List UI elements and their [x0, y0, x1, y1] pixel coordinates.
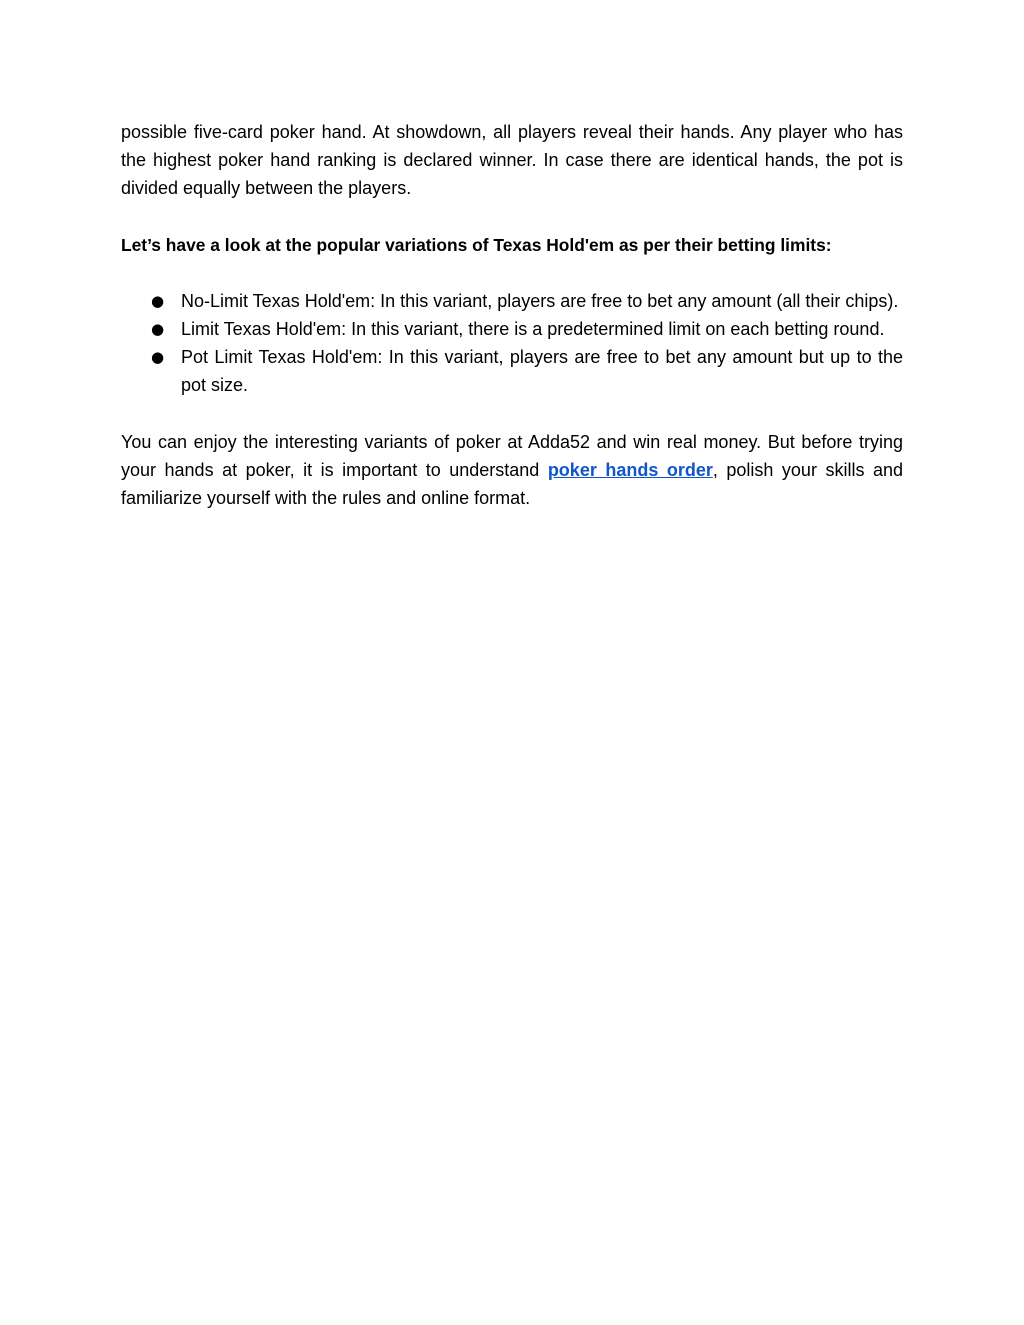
section-heading: Let’s have a look at the popular variations of Texas Hold'em as per their betting limits:	[121, 234, 832, 255]
list-item	[121, 343, 903, 399]
closing-text-after-link: , polish your skills and familiarize yourself with the rules and online format.	[121, 459, 903, 509]
list-item	[121, 287, 903, 315]
bullet-icon: ●	[151, 348, 165, 367]
list-item	[121, 315, 903, 343]
poker-hands-order-link[interactable]: poker hands order	[547, 459, 713, 480]
document-page	[121, 118, 903, 512]
bullet-icon: ●	[151, 320, 165, 339]
variants-list	[121, 287, 903, 400]
bullet-icon: ●	[151, 291, 165, 310]
closing-paragraph	[121, 428, 903, 513]
closing-text-before-link: You can enjoy the interesting variants of poker at Adda52 and win real money. But before trying your hands at poker, it is important to understand	[121, 431, 903, 480]
variant-text-pot-limit: Pot Limit Texas Hold'em: In this variant, players are free to bet any amount but up to the pot size.	[181, 347, 903, 396]
intro-paragraph: possible five-card poker hand. At showdown, all players reveal their hands. Any player who has the highest poker hand ranking is declared winner. In case there are identical hands, the pot is divided equally between the players.	[121, 122, 903, 199]
variant-text-no-limit: No-Limit Texas Hold'em: In this variant, players are free to bet any amount (all their chips).	[181, 290, 899, 311]
variant-text-limit: Limit Texas Hold'em: In this variant, there is a predetermined limit on each betting round.	[181, 319, 885, 340]
